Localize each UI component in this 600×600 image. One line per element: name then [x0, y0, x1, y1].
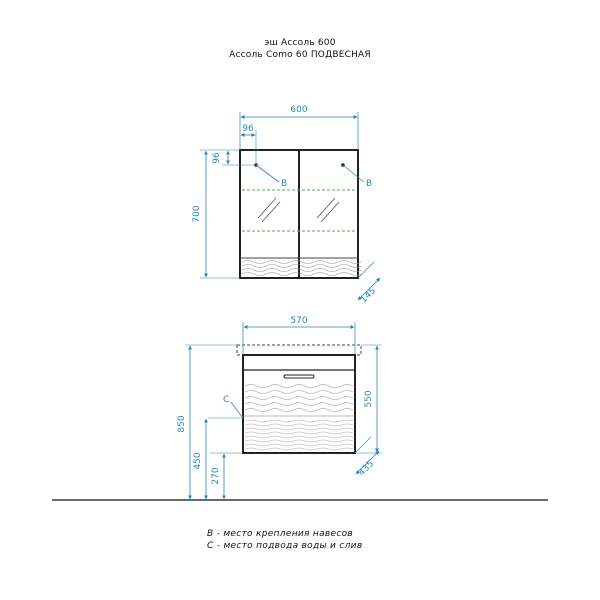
vanity-width-label: 570 [290, 316, 308, 326]
vanity-cabinet [237, 345, 361, 453]
pipe-leader [231, 402, 243, 418]
cabinet-depth-label: 145 [358, 285, 379, 306]
title-line-2: Ассоль Como 60 ПОДВЕСНАЯ [229, 50, 371, 60]
offset-v-label: 96 [212, 152, 222, 164]
legend-hinge: B - место крепления навесов [207, 529, 353, 539]
legend-pipes: C - место подвода воды и слив [207, 541, 363, 551]
sink-top [237, 345, 361, 355]
hinge-label-right: B [366, 179, 373, 189]
total-height-label: 850 [177, 415, 187, 433]
offset-h-label: 96 [242, 124, 254, 134]
drawer-handle [284, 375, 314, 378]
cabinet-wave-pattern [242, 261, 362, 276]
vanity-depth-label: 435 [356, 458, 377, 479]
mirror-cabinet [240, 150, 362, 278]
mirror-reflection-right [317, 198, 339, 222]
vanity-lower-texture [245, 420, 353, 450]
mount-height-label: 450 [193, 452, 203, 470]
hinge-leader-right [343, 165, 364, 182]
pipe-height-label: 270 [211, 467, 221, 485]
cabinet-width-label: 600 [290, 105, 308, 115]
mirror-reflection-left [258, 198, 280, 222]
body-height-label: 550 [364, 390, 374, 408]
pipe-marker-label: C [223, 395, 230, 405]
hinge-label-left: B [281, 179, 288, 189]
hinge-leader-left [256, 165, 279, 182]
title-line-1: эш Ассоль 600 [264, 38, 336, 48]
cabinet-height-label: 700 [192, 205, 202, 223]
vanity-wave-pattern [245, 385, 353, 412]
